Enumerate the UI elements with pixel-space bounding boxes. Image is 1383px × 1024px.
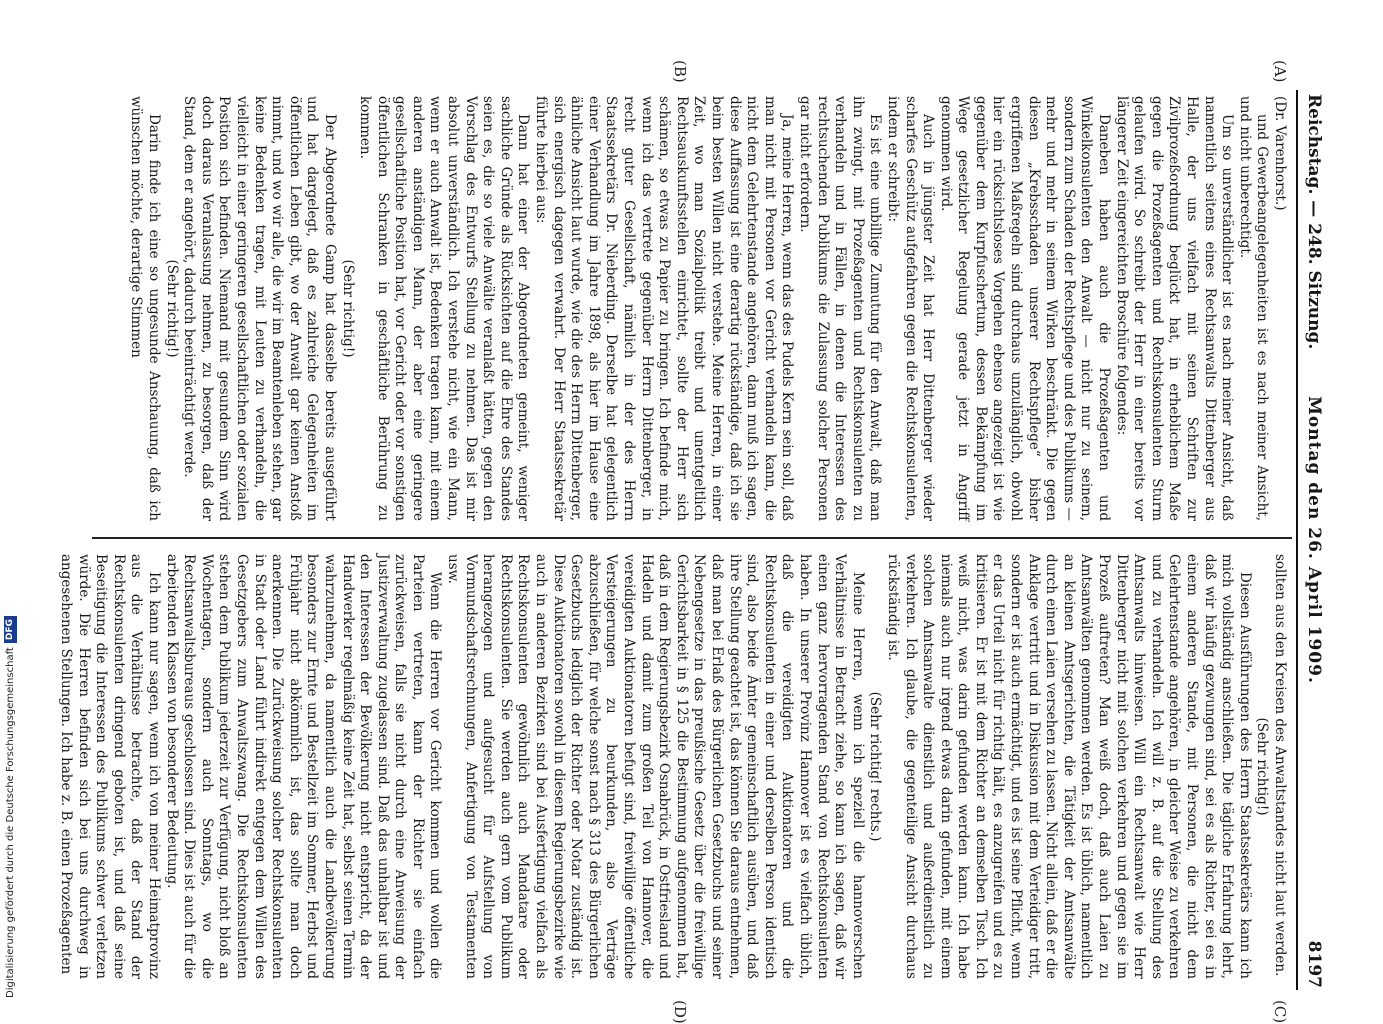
column-divider xyxy=(92,537,1292,539)
margin-mark-d: (D) xyxy=(671,1000,689,1024)
interjection: (Sehr richtig!) xyxy=(1254,717,1271,816)
margin-mark-a: (A) xyxy=(1271,60,1289,83)
quote-paragraph: Dann hat einer der Abgeordneten gemeint, weniger sachliche Gründe als Rücksichten auf die Ehre des Standes seien es, die so viele Anwälte veranlaßt hätten, gegen den Vorschlag des Entwurfs Stellung zu nehmen. Das ist mir absolut unverständlich. Ich verstehe nicht, wie ein Mann, wenn er auch Anwalt ist, Bedenken tragen kann, mit einem anderen anständigen Mann, der aber eine geringere gesellschaftliche Position hat, vor Gericht oder vor sonstigen öffentlichen Schranken in geschäftliche Berührung zu kommen. xyxy=(357,96,532,521)
credit-text: Digitalisierung gefördert durch die Deutsche Forschungsgemeinschaft xyxy=(5,647,16,998)
dfg-logo: DFG xyxy=(4,616,17,643)
speaker-label: (Dr. Varenhorst.) xyxy=(1272,96,1288,211)
credit-line xyxy=(2,608,20,998)
paragraph: Meine Herren, wenn ich speziell die hannoverschen Verhältnisse in Betracht ziehe, so kann ich sagen, daß wir einen ganz hervorragenden Stand von Rechtskonsulenten haben. In unserer Provinz Hannover ist es vielfach üblich, daß die vereidigten Auktionatoren und die Rechtskonsulenten in einer und derselben Person identisch sind, also beide Ämter gemeinschaftlich ausüben, und daß ihre Stellung geachtet ist, das können Sie daraus entnehmen, daß man bei Erlaß des Bürgerlichen Gesetzbuchs und seiner Nebengesetze in das preußische Gesetz über die freiwillige Gerichtsbarkeit in § 125 die Bestimmung aufgenommen hat, daß in dem Regierungsbezirk Osnabrück, in Ostfriesland und Hadeln und damit zum großen Teil von Hannover, die vereidigten Auktionatoren befugt sind, freiwillige öffentliche Versteigerungen zu beurkunden, also Verträge abzuschließen, für welche sonst nach § 313 des Bürgerlichen Gesetzbuchs lediglich der Richter oder Notar zuständig ist. Diese Auktionatoren sowohl in diesem Regierungsbezirke wie auch in anderen Bezirken sind bei Ausfertigung vielfach als Rechtskonsulenten gewöhnlich auch Mandatare oder Rechtskonsulenten. Sie werden auch gern vom Publikum herangezogen und aufgesucht für Aufstellung von Vormundschaftsrechnungen, Anfertigung von Testamenten usw. xyxy=(445,554,866,979)
paragraph: sollten aus den Kreisen des Anwaltstandes nicht laut werden. xyxy=(1272,554,1288,977)
digitization-credit xyxy=(0,610,20,1000)
paragraph: Auch in jüngster Zeit hat Herr Dittenberger wieder scharfes Geschütz aufgefahren gegen die Rechtskonsulenten, indem er schreibt: xyxy=(884,96,937,521)
margin-mark-b: (B) xyxy=(671,60,689,83)
rotated-newspaper-page xyxy=(58,60,1328,1024)
header-left: Reichstag. — 248. Sitzung. xyxy=(1304,94,1324,350)
page-number: 8197 xyxy=(1304,940,1324,988)
quote-paragraph: Der Abgeordnete Gamp hat dasselbe bereits ausgeführt und hat dargelegt, daß es zahlreiche Gelegenheiten im öffentlichen Leben gibt, wo der Anwalt gar keinen Anstoß nimmt, und wo wir alle, die wir im Beamtenleben stehen, gar keine Bedenken tragen, mit Leuten zu verhandeln, die vielleicht in einer geringeren gesellschaftlichen oder sozialen Position sich befinden. Niemand mit gesundem Sinn wird doch daraus Veranlassung nehmen, zu besorgen, daß der Stand, dem er angehört, dadurch beeinträchtigt werde. xyxy=(181,96,338,521)
paragraph: Diesen Ausführungen des Herrn Staatssekretärs kann ich mich vollständig anschließen. Die tägliche Erfahrung lehrt, daß wir häufig gezwungen sind, sei es als Richter, sei es in einem anderen Stande, mit Personen, die nicht dem Gelehrtenstande angehören, in gleicher Weise zu verkehren und zu verhandeln. Ich will z. B. auf die Stellung des Amtsanwalts hinweisen. Will ein Rechtsanwalt wie Herr Dittenberger nicht mit solchen verkehren und gegen sie im Prozeß auftreten? Man weiß doch, daß auch Laien zu Amtsanwälten genommen werden. Es ist üblich, namentlich an kleinen Amtsgerichten, die Tätigkeit der Amtsanwälte durch einen Laien versehen zu lassen. Nicht allein, daß er die Anklage vertritt und in Diskussion mit dem Verteidiger tritt, sondern er ist auch ermächtigt, und es ist seine Pflicht, wenn er das Urteil nicht für richtig hält, es anzugreifen und es zu kritisieren. Er ist mit dem Richter an demselben Tisch. Ich weiß nicht, was darin gefunden werden kann. Ich habe niemals auch nur irgend etwas darin gefunden, mit einem solchen Amtsanwalte dienstlich und außerdienstlich zu verkehren. Ich glaube, die gegenteilige Ansicht durchaus rückständig ist. xyxy=(884,554,1253,979)
interjection: (Sehr richtig! rechts.) xyxy=(867,691,884,842)
margin-mark-c: (C) xyxy=(1271,1000,1289,1024)
quote-paragraph: Daneben haben auch die Prozeßagenten und Winkelkonsulenten den Anwalt — nicht nur zu seinem, sondern zum Schaden der Rechtspflege und des Publikums — mehr und mehr in seinem Wirken beschränkt. Die gegen diesen „Krebsschaden unserer Rechtspflege“ bisher ergriffenen Maßregeln sind durchaus unzulänglich, obwohl hier ein rücksichtsloses Vorgehen ebenso angezeigt ist wie gegenüber dem Kurpfuschertum, dessen Bekämpfung im Wege gesetzlicher Regelung gerade jetzt in Angriff genommen wird. xyxy=(937,96,1113,521)
interjection: (Sehr richtig!) xyxy=(163,259,180,358)
quote-paragraph: Es ist eine unbillige Zumutung für den Anwalt, daß man ihn zwingt, mit Prozeßagenten und Rechtskonsulenten zu verhandeln und in Fällen, in denen die Interessen des rechtsuchenden Publikums die Zulassung solcher Personen gar nicht erfordern. xyxy=(796,96,884,521)
interjection: (Sehr richtig!) xyxy=(339,259,356,358)
paragraph: Wenn die Herren vor Gericht kommen und wollen die Parteien vertreten, kann der Richter sie einfach zurückweisen, falls sie nicht durch eine Anweisung der Justizverwaltung zugelassen sind. Daß das unhaltbar ist und den Interessen der Bevölkerung nicht entspricht, da der Handwerker regelmäßig keine Zeit hat, selbst seinen Termin wahrzunehmen, da namentlich auch die Landbevölkerung besonders zur Ernte und Bestellzeit im Sommer, Herbst und Frühjahr nicht abkömmlich ist, das sollte man doch anerkennen. Die Zurückweisung solcher Rechtskonsulenten in Stadt oder Land führt indirekt entgegen dem Willen des Gesetzgebers zum Anwaltszwang. Die Rechtskonsulenten stehen dem Publikum jederzeit zur Verfügung, nicht bloß an Wochentagen, sondern auch Sonntags, wo die Rechtsanwaltsbureaus geschlossen sind. Dies ist auch für die arbeitenden Klassen von besonderer Bedeutung. xyxy=(163,554,444,979)
paragraph: Um so unverständlicher ist es nach meiner Ansicht, daß namentlich seitens eines Rechtsanwalts Dittenberger aus Halle, der uns vielfach mit seinen Schriften zur Zivilprozeßordnung beglückt hat, in erheblichem Maße gegen die Prozeßagenten und Rechtskonsulenten Sturm gelaufen wird. So schreibt der Herr in einer bereits vor längerer Zeit eingereichten Broschüre folgendes: xyxy=(1113,96,1236,521)
paragraph: Darin finde ich eine so ungesunde Anschauung, daß ich wünschen möchte, derartige Stimmen xyxy=(128,96,162,521)
page-header xyxy=(1296,90,1328,990)
paragraph: Ich kann nur sagen, wenn ich von meiner Heimatprovinz aus die Verhältnisse betrachte, daß der Stand der Rechtskonsulenten dringend geboten ist, und daß seine Beseitigung die Interessen des Publikums schwer verletzen würde. Die Herren befinden sich bei uns durchweg in angesehenen Stellungen. Ich habe z. B. einen Prozeßagenten xyxy=(58,554,162,979)
right-column xyxy=(58,554,1288,979)
header-date: Montag den 26. April 1909. xyxy=(1304,396,1324,684)
paragraph: Ja, meine Herren, wenn das des Pudels Kern sein soll, daß man nicht mit Personen vor Gericht verhandeln kann, die nicht dem Gelehrtenstande angehören, dann muß ich sagen, diese Auffassung ist eine derartig rückständige, daß ich sie beim besten Willen nicht verstehe. Meine Herren, in einer Zeit, wo man Sozialpolitik treibt und unentgeltlich Rechtsauskunftsstellen einrichtet, sollte der Herr sich schämen, so etwas zu Papier zu bringen. Ich befinde mich, wenn ich das vertrete gegenüber Herrn Dittenberger, in recht guter Gesellschaft, nämlich in der des Herrn Staatssekretärs Dr. Nieberding. Derselbe hat gelegentlich einer Verhandlung im Jahre 1898, als hier im Hause eine ähnliche Ansicht laut wurde, wie die des Herrn Dittenberger, sich energisch dagegen verwahrt. Der Herr Staatssekretär führte hierbei aus: xyxy=(533,96,796,521)
left-column xyxy=(93,96,1288,521)
paragraph: und Gewerbeangelegenheiten ist es nach meiner Ansicht, und nicht unberechtigt. xyxy=(1236,96,1271,521)
